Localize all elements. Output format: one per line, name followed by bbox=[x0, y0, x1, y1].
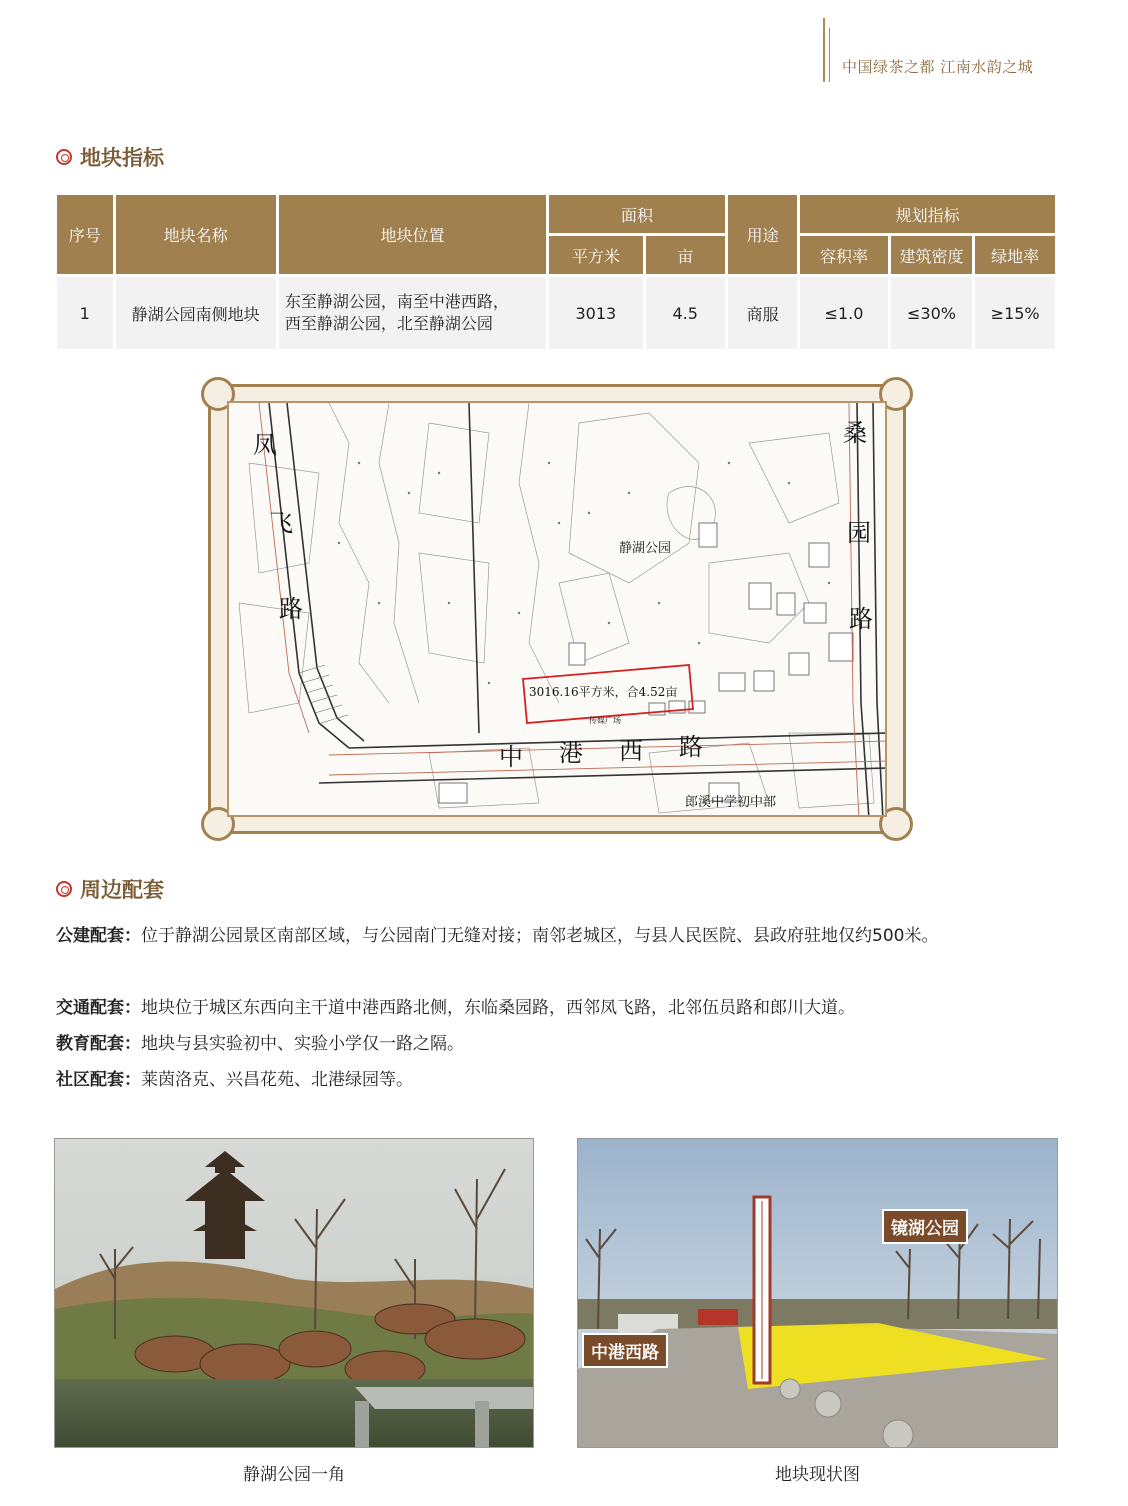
road-label-zhonggang-1: 中 bbox=[499, 743, 523, 771]
road-label-fengfei-2: 飞 bbox=[269, 509, 293, 537]
cell-far: ≤1.0 bbox=[800, 277, 887, 349]
section-title-text: 地块指标 bbox=[80, 146, 164, 170]
plot-indicator-table bbox=[54, 192, 1058, 352]
road-label-sangyuan-3: 路 bbox=[849, 605, 873, 633]
cell-name: 静湖公园南侧地块 bbox=[116, 277, 276, 349]
section-title-amenities bbox=[56, 874, 164, 904]
header-no: 序号 bbox=[57, 195, 113, 274]
plaza-label: 传媒广场 bbox=[589, 716, 621, 725]
amenity-education bbox=[56, 1026, 1066, 1062]
header-name: 地块名称 bbox=[116, 195, 276, 274]
cell-no: 1 bbox=[57, 277, 113, 349]
section-title-text: 周边配套 bbox=[80, 878, 164, 902]
cell-location-line1: 东至静湖公园，南至中港西路， bbox=[284, 292, 509, 311]
cell-green: ≥15% bbox=[975, 277, 1055, 349]
road-tag: 中港西路 bbox=[582, 1333, 668, 1368]
header-area-sqm: 平方米 bbox=[549, 236, 642, 274]
site-map-drawing bbox=[229, 403, 887, 817]
circle-bullet-icon bbox=[56, 881, 72, 897]
header-rule bbox=[823, 18, 825, 82]
school-label: 郎溪中学初中部 bbox=[685, 795, 777, 810]
header-far: 容积率 bbox=[800, 236, 887, 274]
amenity-text: 位于静湖公园景区南部区域，与公园南门无缝对接；南邻老城区，与县人民医院、县政府驻地仅约500米。 bbox=[141, 926, 939, 946]
road-label-fengfei-3: 路 bbox=[279, 595, 303, 623]
header-tagline: 中国绿茶之都 江南水韵之城 bbox=[842, 58, 1034, 76]
park-corner-illustration bbox=[55, 1139, 534, 1448]
plot-status-photo bbox=[577, 1138, 1058, 1448]
road-label-fengfei-1: 凤 bbox=[253, 431, 277, 459]
section-title-plot-indicators bbox=[56, 142, 164, 172]
road-label-zhonggang-4: 路 bbox=[679, 733, 703, 761]
road-label-sangyuan-2: 园 bbox=[847, 519, 871, 547]
table-row bbox=[57, 277, 1055, 349]
cell-location-line2: 西至静湖公园，北至静湖公园 bbox=[284, 314, 493, 333]
amenity-community bbox=[56, 1062, 1066, 1098]
site-map-frame bbox=[208, 384, 906, 834]
amenity-text: 地块与县实验初中、实验小学仅一路之隔。 bbox=[141, 1034, 464, 1054]
amenity-public bbox=[56, 918, 1066, 954]
amenity-text: 地块位于城区东西向主干道中港西路北侧，东临桑园路，西邻凤飞路，北邻伍员路和郎川大道。 bbox=[141, 998, 855, 1018]
cell-location bbox=[279, 277, 546, 349]
amenity-label: 社区配套： bbox=[56, 1070, 141, 1090]
road-label-zhonggang-3: 西 bbox=[619, 737, 643, 765]
header-location: 地块位置 bbox=[279, 195, 546, 274]
cell-density: ≤30% bbox=[891, 277, 973, 349]
cell-use: 商服 bbox=[728, 277, 797, 349]
header-area: 面积 bbox=[549, 195, 725, 233]
header-area-mu: 亩 bbox=[646, 236, 725, 274]
amenity-label: 教育配套： bbox=[56, 1034, 141, 1054]
header-density: 建筑密度 bbox=[891, 236, 973, 274]
cell-area-sqm: 3013 bbox=[549, 277, 642, 349]
amenity-text: 莱茵洛克、兴昌花苑、北港绿园等。 bbox=[141, 1070, 413, 1090]
header-green: 绿地率 bbox=[975, 236, 1055, 274]
header-planning: 规划指标 bbox=[800, 195, 1055, 233]
road-label-sangyuan-1: 桑 bbox=[843, 419, 867, 447]
road-label-zhonggang-2: 港 bbox=[559, 739, 583, 767]
site-map bbox=[227, 401, 887, 817]
circle-bullet-icon bbox=[56, 149, 72, 165]
park-corner-photo bbox=[54, 1138, 534, 1448]
plot-area-label: 3016.16平方米，合4.52亩 bbox=[529, 685, 678, 699]
header-use: 用途 bbox=[728, 195, 797, 274]
header-rule-thin bbox=[829, 28, 830, 82]
amenity-transport bbox=[56, 990, 1066, 1026]
right-photo-caption: 地块现状图 bbox=[775, 1465, 860, 1485]
plot-status-illustration bbox=[578, 1139, 1058, 1448]
park-tag: 镜湖公园 bbox=[882, 1209, 968, 1244]
park-label: 静湖公园 bbox=[619, 541, 672, 556]
cell-area-mu: 4.5 bbox=[646, 277, 725, 349]
amenity-label: 公建配套： bbox=[56, 926, 141, 946]
left-photo-caption: 静湖公园一角 bbox=[243, 1465, 345, 1485]
amenity-label: 交通配套： bbox=[56, 998, 141, 1018]
